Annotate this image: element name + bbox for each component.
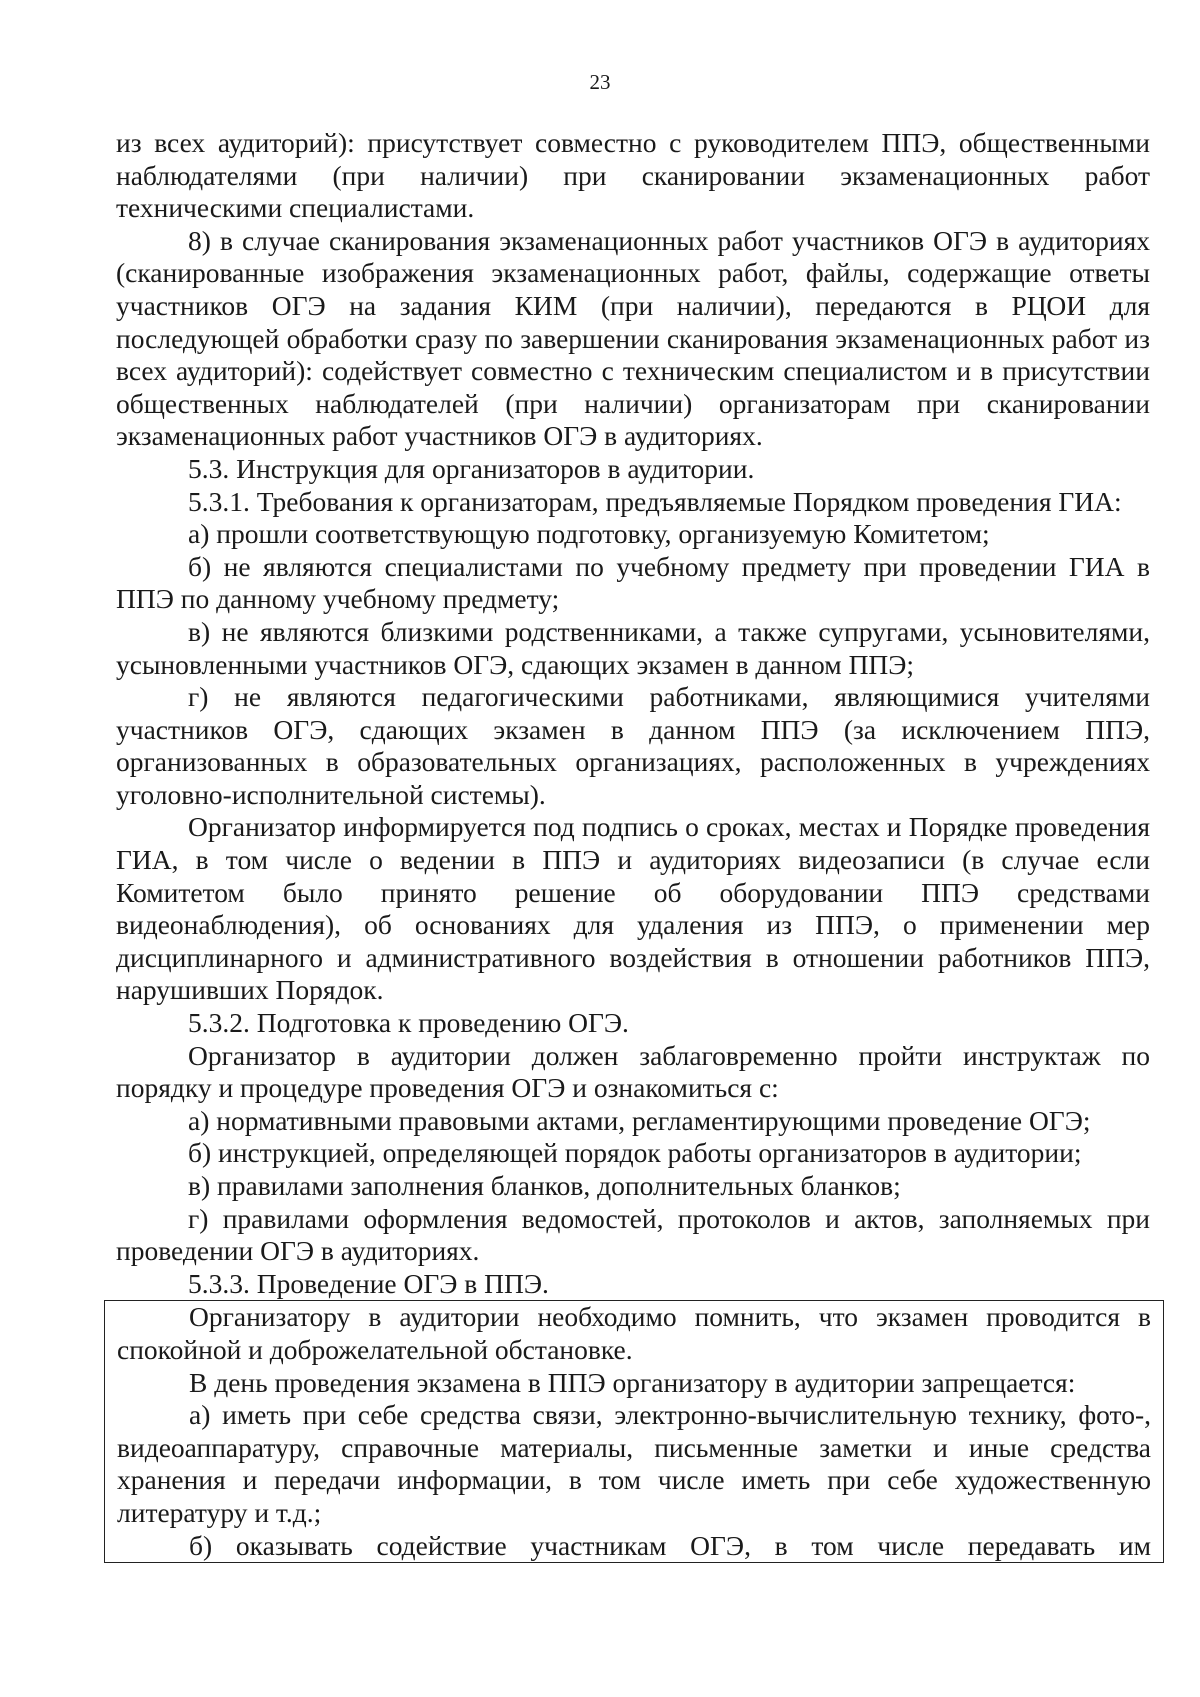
- boxed-paragraph: В день проведения экзамена в ППЭ организатору в аудитории запрещается:: [189, 1366, 1076, 1398]
- boxed-paragraph: Организатору в аудитории необходимо помнить, что экзамен проводится в спокойной и доброжелательной обстановке.: [117, 1301, 1151, 1365]
- subsection-heading: 5.3.2. Подготовка к проведению ОГЭ.: [188, 1007, 629, 1039]
- list-item: б) инструкцией, определяющей порядок работы организаторов в аудитории;: [188, 1137, 1082, 1169]
- boxed-list-item: а) иметь при себе средства связи, электронно-вычислительную технику, фото-, видеоаппаратуру, справочные материалы, письменные заметки и иные средства хранения и передачи информации, в том числе иметь при себе художественную литературу и т.д.;: [117, 1399, 1151, 1528]
- boxed-notice: [104, 1300, 1164, 1563]
- list-item: в) правилами заполнения бланков, дополнительных бланков;: [188, 1170, 901, 1201]
- list-item: а) нормативными правовыми актами, регламентирующими проведение ОГЭ;: [188, 1104, 1091, 1136]
- list-item: а) прошли соответствующую подготовку, организуемую Комитетом;: [188, 518, 990, 550]
- boxed-list-item: б) оказывать содействие участникам ОГЭ, в том числе передавать им: [189, 1529, 1151, 1561]
- list-item: г) правилами оформления ведомостей, протоколов и актов, заполняемых при проведении ОГЭ в аудиториях.: [116, 1202, 1150, 1267]
- paragraph: из всех аудиторий): присутствует совместно с руководителем ППЭ, общественными наблюдателями (при наличии) при сканировании экзаменационных работ техническими специалистами.: [116, 127, 1150, 224]
- paragraph: Организатор информируется под подпись о сроках, местах и Порядке проведения ГИА, в том числе о ведении в ППЭ и аудиториях видеозаписи (в случае если Комитетом было принято решение об оборудовании ППЭ средствами видеонаблюдения), об основаниях для удаления из ППЭ, о применении мер дисциплинарного и административного воздействия в отношении работников ППЭ, нарушивших Порядок.: [116, 811, 1150, 1006]
- list-item: г) не являются педагогическими работниками, являющимися учителями участников ОГЭ, сдающих экзамен в данном ППЭ (за исключением ППЭ, организованных в образовательных организациях, расположенных в учреждениях уголовно-исполнительной системы).: [116, 681, 1150, 810]
- page-number: 23: [589, 70, 611, 94]
- list-item: б) не являются специалистами по учебному предмету при проведении ГИА в ППЭ по данному учебному предмету;: [116, 550, 1150, 615]
- subsection-heading: 5.3.3. Проведение ОГЭ в ППЭ.: [188, 1267, 549, 1299]
- section-heading: 5.3. Инструкция для организаторов в аудитории.: [188, 452, 755, 484]
- paragraph: Организатор в аудитории должен заблаговременно пройти инструктаж по порядку и процедуре проведения ОГЭ и ознакомиться с:: [116, 1039, 1150, 1104]
- subsection-heading: 5.3.1. Требования к организаторам, предъявляемые Порядком проведения ГИА:: [188, 485, 1122, 517]
- list-item: в) не являются близкими родственниками, а также супругами, усыновителями, усыновленными участников ОГЭ, сдающих экзамен в данном ППЭ;: [116, 615, 1150, 680]
- paragraph: 8) в случае сканирования экзаменационных работ участников ОГЭ в аудиториях (сканированные изображения экзаменационных работ, файлы, содержащие ответы участников ОГЭ на задания КИМ (при наличии), передаются в РЦОИ для последующей обработки сразу по завершении сканирования экзаменационных работ из всех аудиторий): содействует совместно с техническим специалистом и в присутствии общественных наблюдателей (при наличии) организаторам при сканировании экзаменационных работ участников ОГЭ в аудиториях.: [116, 224, 1150, 452]
- document-body: [116, 127, 1150, 1563]
